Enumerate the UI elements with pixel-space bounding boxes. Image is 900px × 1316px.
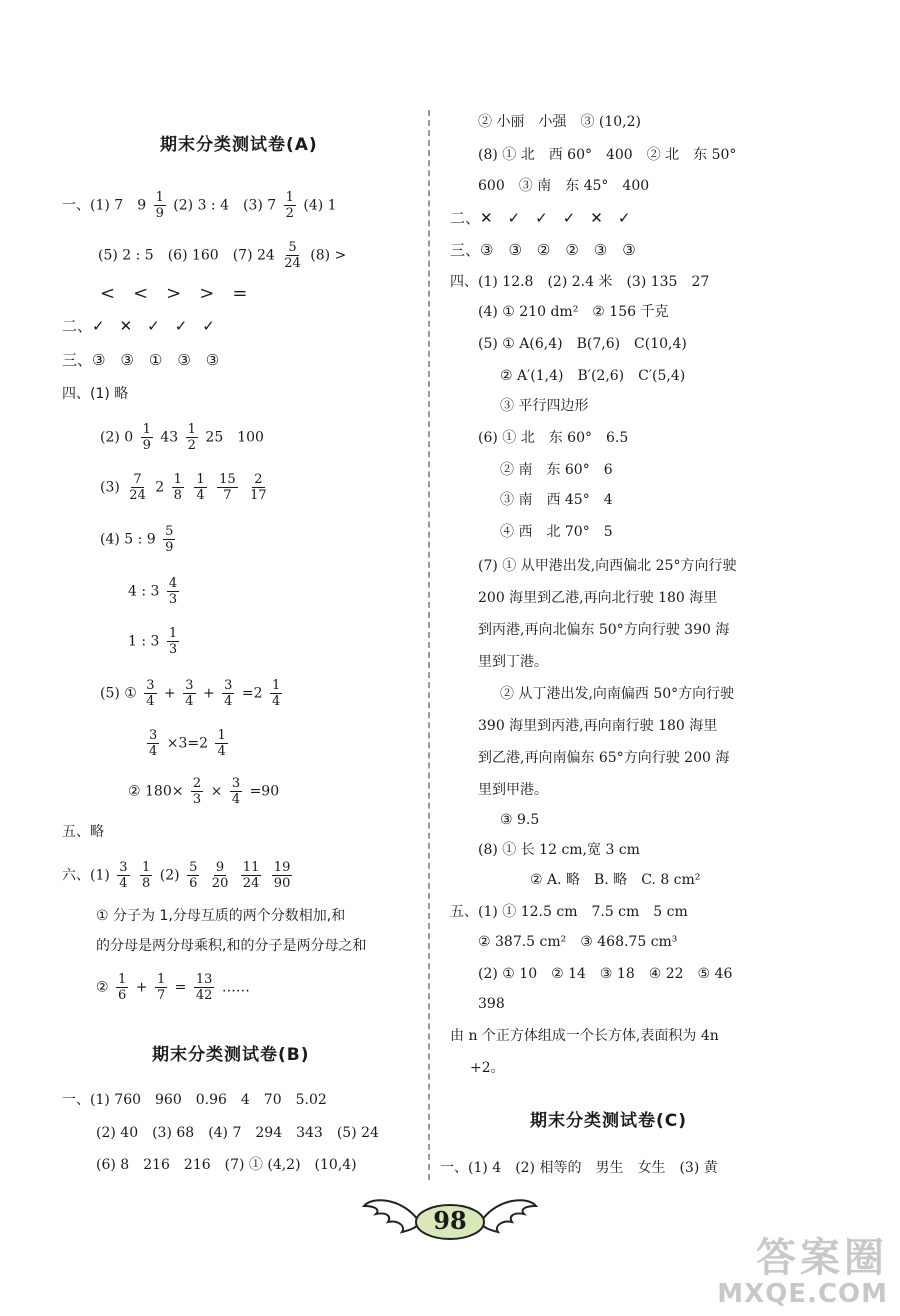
column-divider (428, 110, 430, 1180)
answer-line: (4) 5 : 9 $\frac{5}{9}$ (100, 524, 174, 555)
answer-line: 五、略 (62, 824, 104, 840)
answer-line: 三、③ ③ ① ③ ③ (62, 351, 220, 369)
answer-line: 六、(1) $\frac{3}{4}$ $\frac{1}{8}$ (2) $\frac{5}{6}$ $\frac{9}{20}$ $\frac{11}{24}$ $\frac{19}{90}$ (62, 860, 291, 891)
answer-line: ② 180× $\frac{2}{3}$ × $\frac{3}{4}$ =90 (128, 776, 280, 807)
answer-line: 到丙港,再向北偏东 50°方向行驶 390 海 (478, 622, 730, 638)
answer-line: (6) 8 216 216 (7) ① (4,2) (10,4) (96, 1157, 357, 1173)
answer-line: +2。 (470, 1060, 505, 1076)
answer-line: (3) $\frac{7}{24}$ 2 $\frac{1}{8}$ $\frac{1}{4}$ $\frac{15}{7}$ $\frac{2}{17}$ (100, 472, 267, 503)
answer-line: 1 : 3 $\frac{1}{3}$ (128, 626, 178, 657)
answer-line: $\frac{3}{4}$ ×3=2 $\frac{1}{4}$ (149, 728, 226, 759)
answer-line: 四、(1) 12.8 (2) 2.4 米 (3) 135 27 (450, 274, 710, 290)
answer-line: ② 387.5 cm² ③ 468.75 cm³ (478, 934, 678, 950)
watermark-url: MXQE.COM (717, 1279, 888, 1309)
answer-line: (5) ① $\frac{3}{4}$ + $\frac{3}{4}$ + $\frac{3}{4}$ =2 $\frac{1}{4}$ (100, 678, 281, 709)
answer-line: ② 南 东 60° 6 (500, 462, 613, 478)
answer-line: ② A′(1,4) B′(2,6) C′(5,4) (500, 368, 686, 384)
answer-line: (8) ① 长 12 cm,宽 3 cm (478, 842, 640, 858)
answer-line: 的分母是两分母乘积,和的分子是两分母之和 (96, 938, 367, 954)
answer-line: (5) 2 : 5 (6) 160 (7) 24 $\frac{5}{24}$ (8) > (98, 240, 347, 271)
answer-line: (8) ① 北 西 60° 400 ② 北 东 50° (478, 147, 737, 163)
answer-line: < < > > = (100, 283, 248, 304)
answer-line: 到乙港,再向南偏东 65°方向行驶 200 海 (478, 750, 730, 766)
answer-line: ③ 平行四边形 (500, 398, 589, 414)
answer-line: ③ 南 西 45° 4 (500, 492, 613, 508)
watermark (717, 1236, 888, 1308)
answer-line: ② $\frac{1}{6}$ + $\frac{1}{7}$ = $\frac{13}{42}$ …… (96, 972, 250, 1003)
answer-line: 一、(1) 760 960 0.96 4 70 5.02 (62, 1092, 327, 1108)
answer-line: 600 ③ 南 东 45° 400 (478, 178, 650, 194)
answer-line: 三、③ ③ ② ② ③ ③ (450, 241, 636, 259)
answer-line: ② A. 略 B. 略 C. 8 cm² (530, 872, 701, 888)
answer-line: (2) ① 10 ② 14 ③ 18 ④ 22 ⑤ 46 (478, 966, 733, 982)
answer-line: 一、(1) 7 9 $\frac{1}{9}$ (2) 3 : 4 (3) 7 $\frac{1}{2}$ (4) 1 (62, 190, 337, 221)
section-title-c: 期末分类测试卷(C) (530, 1111, 688, 1131)
answer-line: 二、✓ ✕ ✓ ✓ ✓ (62, 317, 215, 335)
answer-line: (2) 0 $\frac{1}{9}$ 43 $\frac{1}{2}$ 25 100 (100, 422, 264, 453)
section-title-a: 期末分类测试卷(A) (160, 135, 318, 155)
answer-line: ② 小丽 小强 ③ (10,2) (478, 114, 641, 130)
answer-line: 398 (478, 996, 505, 1012)
answer-line: (5) ① A(6,4) B(7,6) C(10,4) (478, 336, 687, 352)
answer-line: 二、✕ ✓ ✓ ✓ ✕ ✓ (450, 209, 631, 227)
answer-line: (6) ① 北 东 60° 6.5 (478, 430, 629, 446)
answer-line: (7) ① 从甲港出发,向西偏北 25°方向行驶 (478, 558, 737, 574)
answer-line: 4 : 3 $\frac{4}{3}$ (128, 576, 178, 607)
answer-line: 一、(1) 4 (2) 相等的 男生 女生 (3) 黄 (440, 1160, 718, 1176)
answer-line: ③ 9.5 (500, 812, 540, 828)
answer-line: 里到丁港。 (478, 654, 548, 670)
section-title-b: 期末分类测试卷(B) (152, 1045, 310, 1065)
watermark-logo: 答案圈 (756, 1235, 888, 1281)
answer-line: (4) ① 210 dm² ② 156 千克 (478, 304, 669, 320)
page-number-badge (362, 1192, 538, 1248)
answer-line: 里到甲港。 (478, 782, 548, 798)
answer-line: ① 分子为 1,分母互质的两个分数相加,和 (96, 908, 346, 924)
answer-line: 390 海里到丙港,再向南行驶 180 海里 (478, 718, 718, 734)
answer-line: 四、(1) 略 (62, 386, 129, 402)
answer-line: 200 海里到乙港,再向北行驶 180 海里 (478, 590, 718, 606)
answer-line: ② 从丁港出发,向南偏西 50°方向行驶 (500, 686, 735, 702)
answer-line: (2) 40 (3) 68 (4) 7 294 343 (5) 24 (96, 1125, 379, 1141)
page-number: 98 (433, 1206, 467, 1235)
answer-line: 由 n 个正方体组成一个长方体,表面积为 4n (450, 1028, 719, 1044)
answer-line: ④ 西 北 70° 5 (500, 524, 613, 540)
answer-line: 五、(1) ① 12.5 cm 7.5 cm 5 cm (450, 904, 688, 920)
